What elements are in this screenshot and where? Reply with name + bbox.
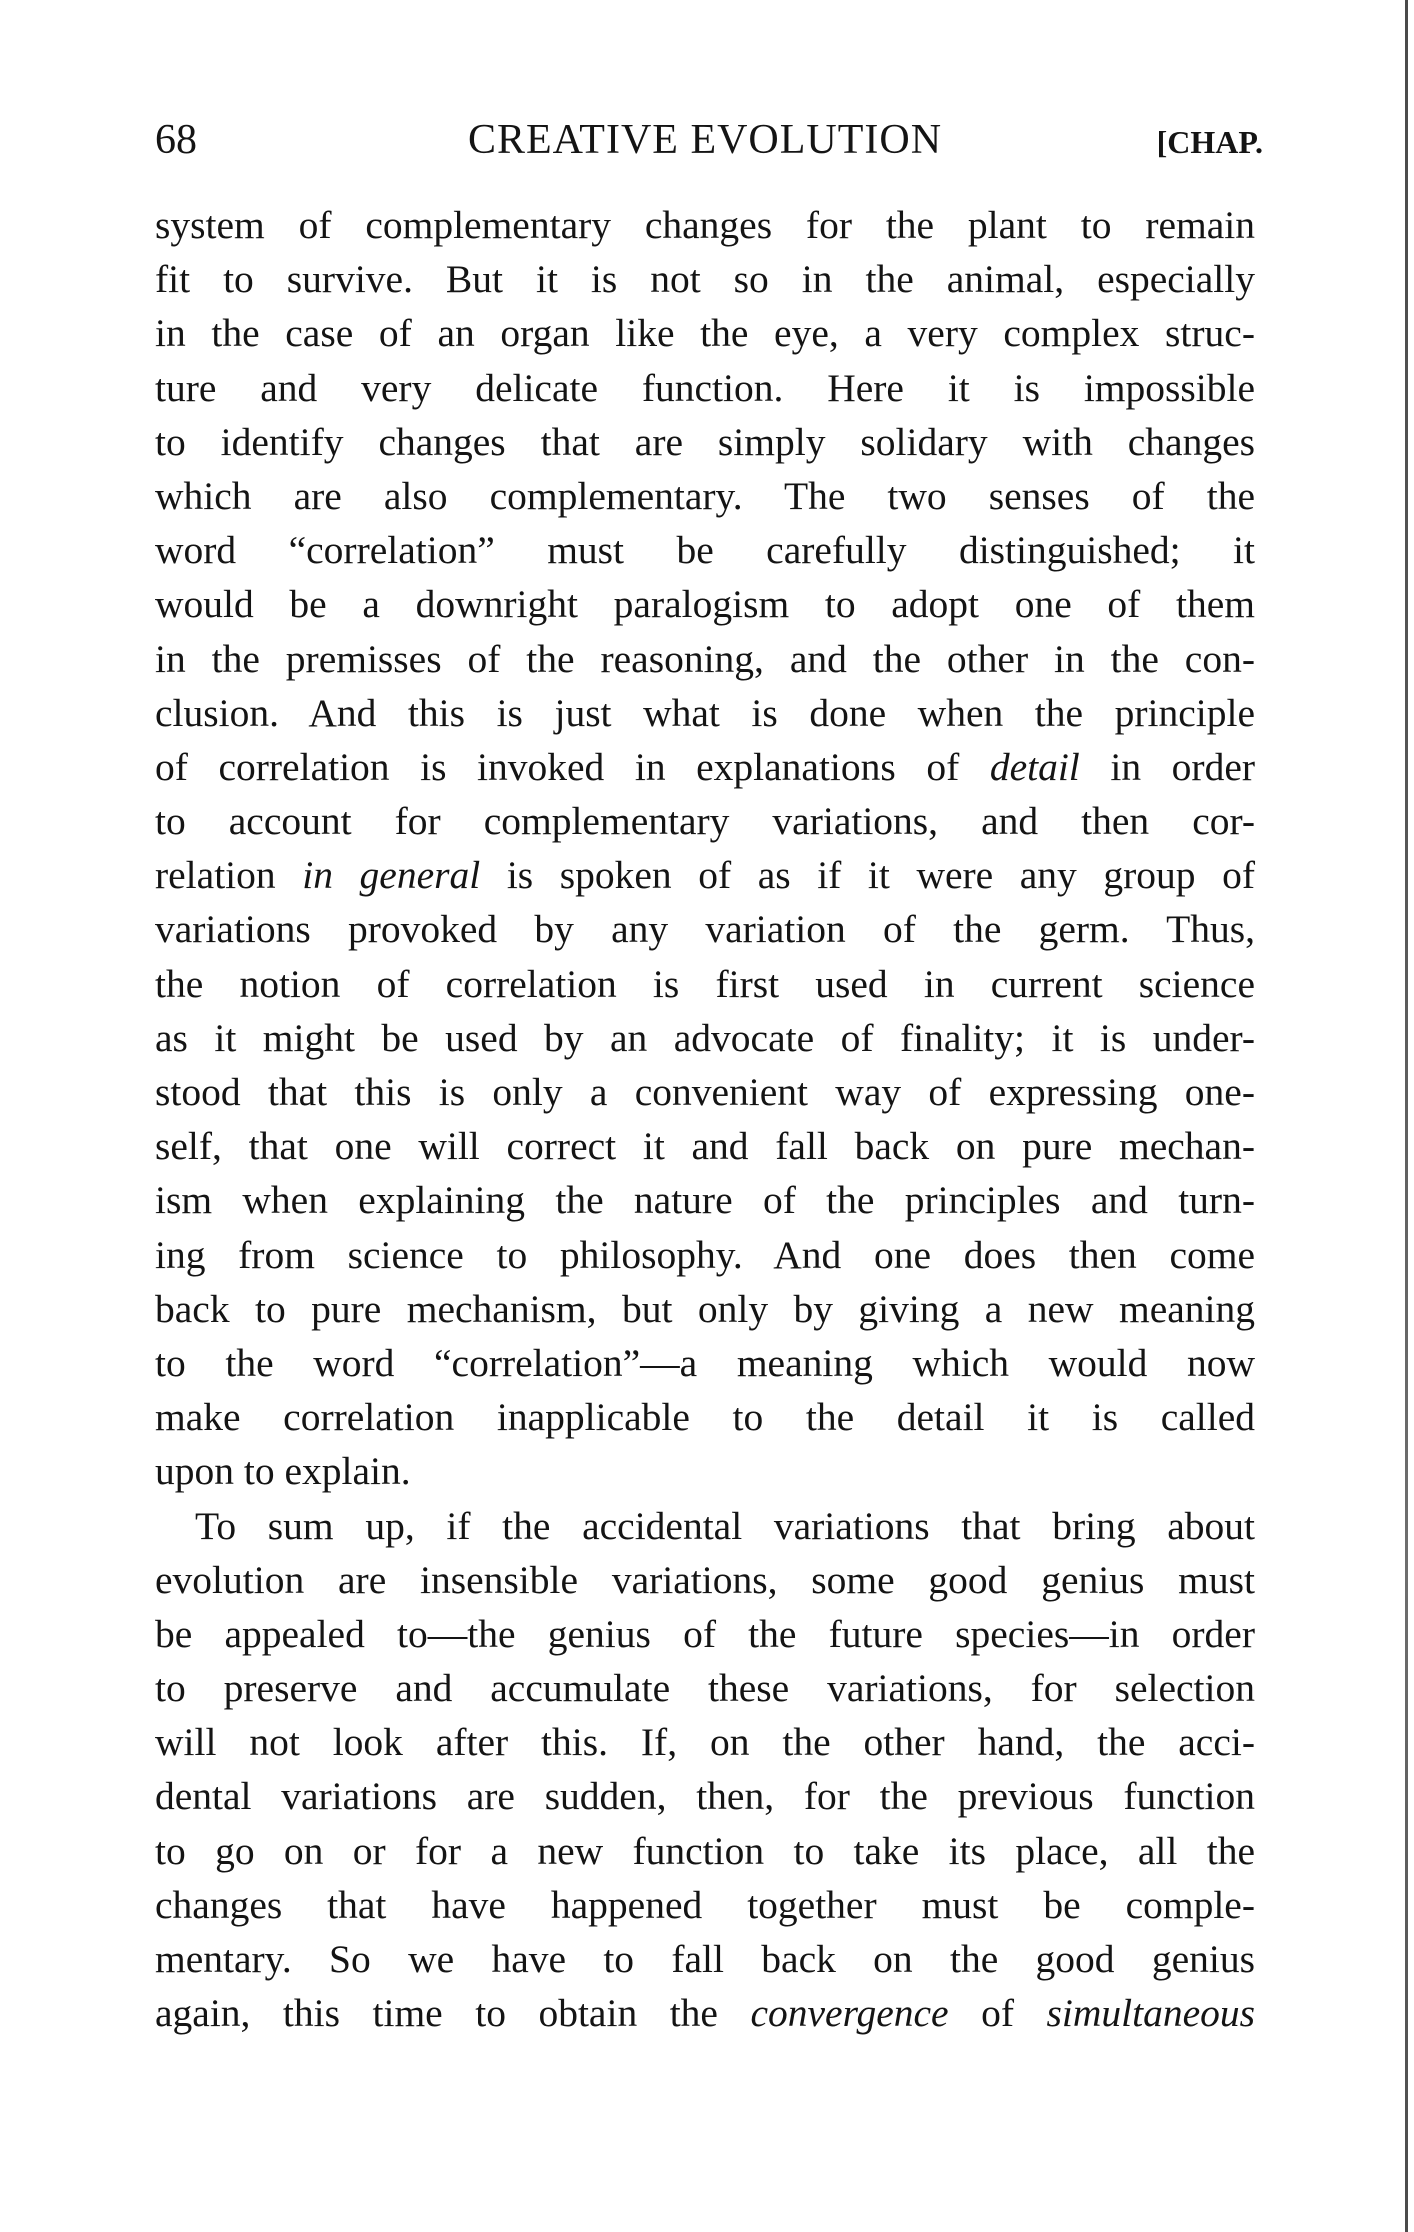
text-line: word “correlation” must be carefully distinguished; it bbox=[155, 528, 1255, 573]
text-line: changes that have happened together must be comple- bbox=[155, 1882, 1255, 1927]
text-run: is spoken of as if it were any group of bbox=[506, 853, 1256, 898]
text-line: the notion of correlation is first used in current science bbox=[155, 961, 1255, 1006]
italic-text: detail bbox=[989, 744, 1080, 789]
text-line bbox=[155, 740, 1255, 794]
text-line: will not look after this. If, on the other hand, the acci- bbox=[155, 1720, 1255, 1765]
text-line: to preserve and accumulate these variations, for selection bbox=[155, 1666, 1255, 1711]
chapter-mark: [CHAP. bbox=[1156, 124, 1263, 160]
text-line: in the premisses of the reasoning, and the other in the con- bbox=[155, 636, 1255, 681]
paragraph-2 bbox=[155, 1499, 1255, 2041]
text-line: which are also complementary. The two senses of the bbox=[155, 473, 1255, 518]
text-line: would be a downright paralogism to adopt one of them bbox=[155, 582, 1255, 627]
running-title: CREATIVE EVOLUTION bbox=[467, 117, 943, 163]
page-number: 68 bbox=[155, 117, 197, 163]
text-run: relation bbox=[155, 853, 276, 898]
text-line: To sum up, if the accidental variations that bring about bbox=[195, 1503, 1255, 1548]
body-text bbox=[155, 198, 1255, 2040]
text-line: stood that this is only a convenient way of expressing one- bbox=[155, 1070, 1255, 1114]
text-line: ing from science to philosophy. And one does then come bbox=[155, 1232, 1255, 1277]
text-line: back to pure mechanism, but only by giving a new meaning bbox=[155, 1286, 1255, 1331]
text-line: to identify changes that are simply solidary with changes bbox=[155, 419, 1255, 464]
text-line: as it might be used by an advocate of finality; it is under- bbox=[155, 1015, 1255, 1060]
text-line: make correlation inapplicable to the detail it is called bbox=[155, 1395, 1255, 1440]
text-line bbox=[155, 848, 1255, 902]
text-line: in the case of an organ like the eye, a very complex struc- bbox=[155, 311, 1255, 356]
text-run: again, this time to obtain the bbox=[155, 1991, 718, 2036]
text-line: ture and very delicate function. Here it is impossible bbox=[155, 365, 1255, 410]
text-line: self, that one will correct it and fall back on pure mechan- bbox=[155, 1124, 1255, 1169]
text-line: variations provoked by any variation of the germ. Thus, bbox=[155, 907, 1255, 952]
text-line: to the word “correlation”—a meaning which would now bbox=[155, 1340, 1255, 1385]
text-line: dental variations are sudden, then, for the previous function bbox=[155, 1774, 1255, 1819]
text-line: to go on or for a new function to take its place, all the bbox=[155, 1828, 1255, 1873]
text-line: clusion. And this is just what is done when the principle bbox=[155, 690, 1255, 735]
italic-text: convergence bbox=[750, 1991, 949, 2036]
text-run: of correlation is invoked in explanations of bbox=[155, 744, 960, 789]
text-line: mentary. So we have to fall back on the good genius bbox=[155, 1937, 1255, 1981]
italic-text: simultaneous bbox=[1046, 1991, 1256, 2036]
text-line: evolution are insensible variations, some good genius must bbox=[155, 1557, 1255, 1602]
running-header bbox=[155, 110, 1263, 170]
text-line: system of complementary changes for the plant to remain bbox=[155, 203, 1255, 247]
text-line: to account for complementary variations, and then cor- bbox=[155, 799, 1255, 844]
text-line: upon to explain. bbox=[155, 1449, 411, 1494]
paragraph-1 bbox=[155, 198, 1255, 1499]
text-line: fit to survive. But it is not so in the animal, especially bbox=[155, 257, 1255, 302]
page-edge-shadow bbox=[1405, 0, 1408, 2232]
text-run: of bbox=[981, 1991, 1015, 2036]
text-run: in order bbox=[1110, 744, 1256, 789]
text-line: ism when explaining the nature of the principles and turn- bbox=[155, 1178, 1255, 1223]
italic-text: in general bbox=[302, 853, 481, 898]
text-line bbox=[155, 1986, 1255, 2040]
text-line: be appealed to—the genius of the future species—in order bbox=[155, 1611, 1255, 1656]
